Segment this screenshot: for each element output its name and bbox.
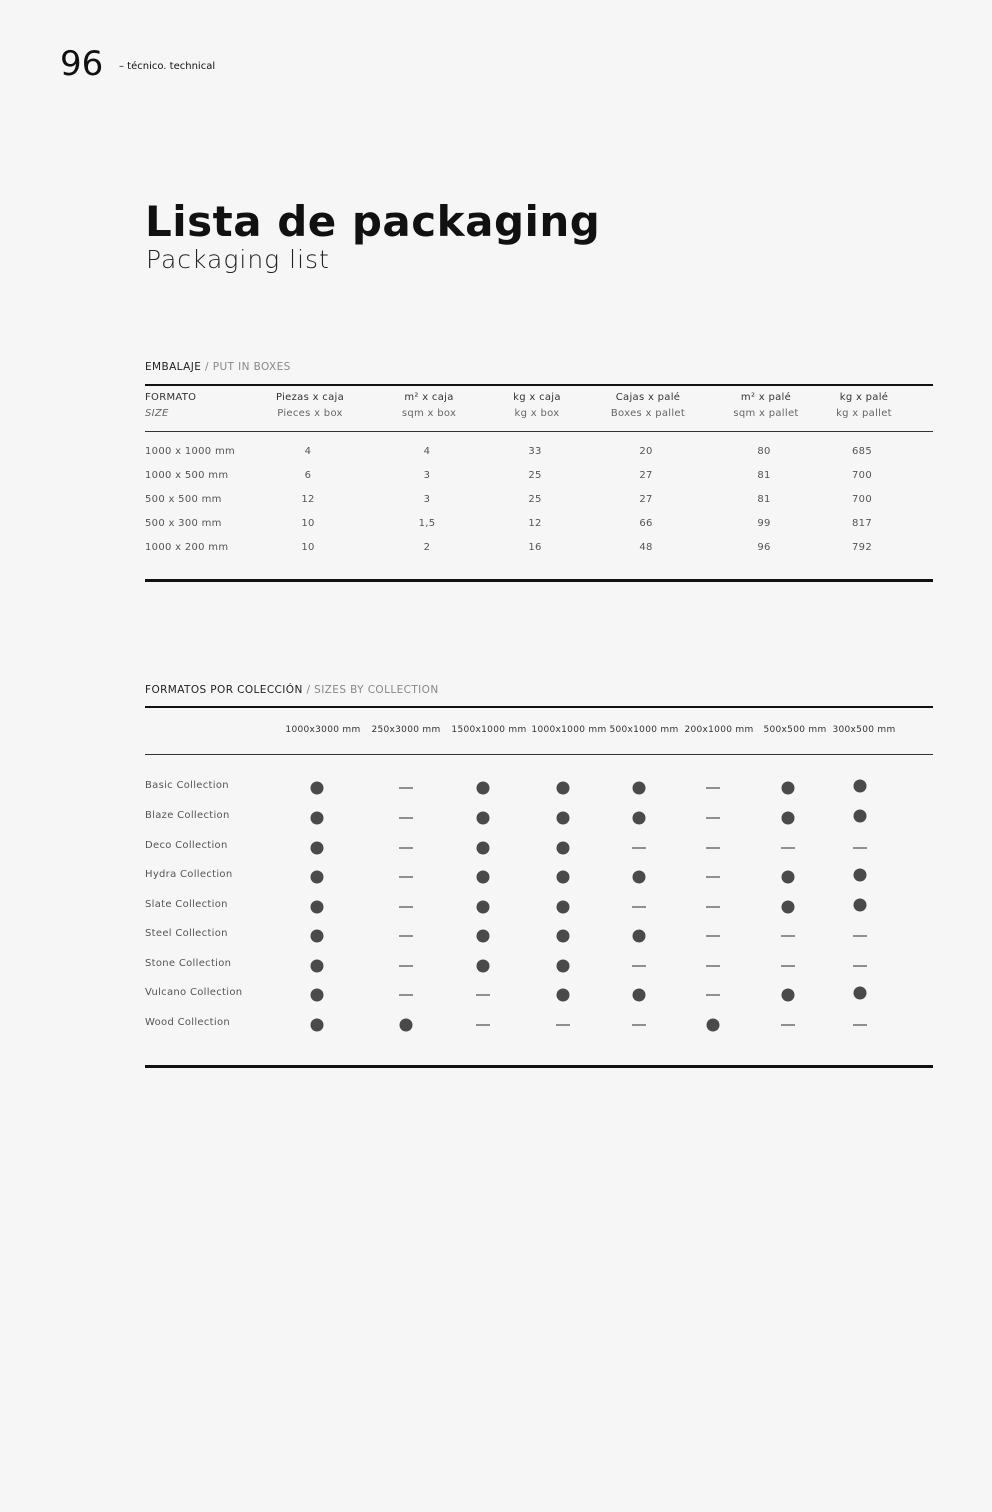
packaging-row-format: 500 x 300 mm: [145, 518, 222, 529]
packaging-cell: 4: [304, 446, 312, 457]
available-dot-icon: [633, 782, 646, 795]
size-column-header: 1000x1000 mm: [531, 725, 607, 735]
page-title: Lista de packaging: [145, 197, 601, 246]
size-column-header: 300x500 mm: [832, 725, 896, 735]
available-dot-icon: [311, 812, 324, 825]
unavailable-dash-icon: [399, 965, 413, 967]
available-dot-icon: [854, 899, 867, 912]
collections-heading-main: FORMATOS POR COLECCIÓN: [145, 684, 303, 696]
packaging-cell: 1,5: [418, 518, 436, 529]
packaging-cell: 4: [423, 446, 431, 457]
size-column-header: 500x500 mm: [763, 725, 827, 735]
available-dot-icon: [782, 989, 795, 1002]
available-dot-icon: [311, 782, 324, 795]
packaging-cell: 81: [757, 470, 771, 481]
available-dot-icon: [311, 930, 324, 943]
available-dot-icon: [477, 930, 490, 943]
unavailable-dash-icon: [706, 935, 720, 937]
collections-header-rule: [145, 754, 933, 755]
available-dot-icon: [477, 782, 490, 795]
available-dot-icon: [633, 930, 646, 943]
collection-name: Blaze Collection: [145, 810, 230, 821]
available-dot-icon: [557, 812, 570, 825]
unavailable-dash-icon: [853, 935, 867, 937]
packaging-heading-main: EMBALAJE: [145, 361, 202, 373]
available-dot-icon: [311, 901, 324, 914]
available-dot-icon: [782, 782, 795, 795]
packaging-col-header-en: kg x box: [514, 408, 560, 419]
packaging-col-header-en: SIZE: [145, 408, 169, 419]
packaging-col-header: kg x palé: [839, 392, 889, 403]
unavailable-dash-icon: [781, 1024, 795, 1026]
unavailable-dash-icon: [399, 906, 413, 908]
available-dot-icon: [477, 842, 490, 855]
packaging-col-header: Piezas x caja: [275, 392, 345, 403]
available-dot-icon: [557, 960, 570, 973]
packaging-row-format: 500 x 500 mm: [145, 494, 222, 505]
collection-name: Vulcano Collection: [145, 987, 243, 998]
unavailable-dash-icon: [399, 994, 413, 996]
packaging-cell: 6: [304, 470, 312, 481]
unavailable-dash-icon: [476, 1024, 490, 1026]
packaging-cell: 80: [757, 446, 771, 457]
packaging-cell: 12: [528, 518, 542, 529]
unavailable-dash-icon: [632, 906, 646, 908]
available-dot-icon: [854, 869, 867, 882]
available-dot-icon: [633, 812, 646, 825]
packaging-heading: [145, 361, 291, 373]
packaging-cell: 12: [301, 494, 315, 505]
section-tag: – técnico. technical: [119, 61, 216, 72]
collection-name: Basic Collection: [145, 780, 229, 791]
available-dot-icon: [854, 780, 867, 793]
packaging-col-header-en: Pieces x box: [277, 408, 343, 419]
available-dot-icon: [477, 871, 490, 884]
packaging-row-format: 1000 x 1000 mm: [145, 446, 236, 457]
packaging-cell: 685: [852, 446, 872, 457]
page-subtitle: Packaging list: [146, 245, 330, 274]
collections-top-rule: [145, 706, 933, 708]
unavailable-dash-icon: [853, 965, 867, 967]
packaging-cell: 3: [423, 494, 431, 505]
packaging-cell: 81: [757, 494, 771, 505]
packaging-col-header-en: kg x pallet: [836, 408, 892, 419]
packaging-cell: 16: [528, 542, 542, 553]
available-dot-icon: [782, 871, 795, 884]
collection-name: Steel Collection: [145, 928, 228, 939]
available-dot-icon: [311, 1019, 324, 1032]
collection-name: Slate Collection: [145, 899, 228, 910]
unavailable-dash-icon: [556, 1024, 570, 1026]
unavailable-dash-icon: [706, 965, 720, 967]
available-dot-icon: [557, 930, 570, 943]
size-column-header: 250x3000 mm: [371, 725, 441, 735]
available-dot-icon: [782, 901, 795, 914]
unavailable-dash-icon: [706, 847, 720, 849]
packaging-col-header: FORMATO: [145, 392, 197, 403]
unavailable-dash-icon: [632, 965, 646, 967]
packaging-header-rule: [145, 431, 933, 432]
packaging-cell: 99: [757, 518, 771, 529]
unavailable-dash-icon: [632, 847, 646, 849]
unavailable-dash-icon: [632, 1024, 646, 1026]
available-dot-icon: [633, 989, 646, 1002]
packaging-cell: 700: [852, 470, 872, 481]
size-column-header: 1000x3000 mm: [285, 725, 361, 735]
packaging-cell: 25: [528, 494, 542, 505]
packaging-row-format: 1000 x 500 mm: [145, 470, 229, 481]
packaging-row-format: 1000 x 200 mm: [145, 542, 229, 553]
packaging-col-header-en: sqm x pallet: [733, 408, 799, 419]
collection-name: Hydra Collection: [145, 869, 233, 880]
size-column-header: 200x1000 mm: [684, 725, 754, 735]
unavailable-dash-icon: [399, 817, 413, 819]
heading-separator: /: [201, 361, 213, 373]
unavailable-dash-icon: [781, 847, 795, 849]
unavailable-dash-icon: [781, 935, 795, 937]
unavailable-dash-icon: [853, 1024, 867, 1026]
packaging-cell: 20: [639, 446, 653, 457]
unavailable-dash-icon: [706, 787, 720, 789]
packaging-col-header: m² x palé: [740, 392, 792, 403]
available-dot-icon: [557, 901, 570, 914]
heading-separator: /: [302, 684, 315, 696]
size-column-header: 500x1000 mm: [609, 725, 679, 735]
packaging-cell: 27: [639, 494, 653, 505]
available-dot-icon: [707, 1019, 720, 1032]
packaging-cell: 10: [301, 518, 315, 529]
packaging-col-header-en: sqm x box: [401, 408, 457, 419]
packaging-cell: 27: [639, 470, 653, 481]
packaging-cell: 700: [852, 494, 872, 505]
available-dot-icon: [854, 810, 867, 823]
packaging-heading-sub: PUT IN BOXES: [212, 361, 291, 373]
collections-bottom-rule: [145, 1065, 933, 1068]
packaging-bottom-rule: [145, 579, 933, 582]
collection-name: Stone Collection: [145, 958, 232, 969]
available-dot-icon: [311, 842, 324, 855]
packaging-col-header: m² x caja: [404, 392, 454, 403]
page-number: 96: [60, 44, 104, 84]
available-dot-icon: [311, 871, 324, 884]
size-column-header: 1500x1000 mm: [451, 725, 527, 735]
collection-name: Wood Collection: [145, 1017, 231, 1028]
unavailable-dash-icon: [706, 817, 720, 819]
available-dot-icon: [633, 871, 646, 884]
unavailable-dash-icon: [399, 787, 413, 789]
available-dot-icon: [477, 960, 490, 973]
unavailable-dash-icon: [476, 994, 490, 996]
available-dot-icon: [311, 989, 324, 1002]
unavailable-dash-icon: [399, 847, 413, 849]
unavailable-dash-icon: [399, 935, 413, 937]
available-dot-icon: [557, 871, 570, 884]
unavailable-dash-icon: [399, 876, 413, 878]
collection-name: Deco Collection: [145, 840, 228, 851]
unavailable-dash-icon: [706, 876, 720, 878]
available-dot-icon: [854, 987, 867, 1000]
available-dot-icon: [557, 989, 570, 1002]
available-dot-icon: [311, 960, 324, 973]
packaging-cell: 10: [301, 542, 315, 553]
packaging-cell: 2: [423, 542, 431, 553]
unavailable-dash-icon: [706, 994, 720, 996]
packaging-cell: 3: [423, 470, 431, 481]
packaging-cell: 792: [852, 542, 872, 553]
unavailable-dash-icon: [853, 847, 867, 849]
collections-heading-sub: SIZES BY COLLECTION: [314, 684, 439, 696]
available-dot-icon: [477, 812, 490, 825]
packaging-top-rule: [145, 384, 933, 386]
available-dot-icon: [477, 901, 490, 914]
packaging-col-header: Cajas x palé: [615, 392, 681, 403]
unavailable-dash-icon: [781, 965, 795, 967]
available-dot-icon: [782, 812, 795, 825]
available-dot-icon: [557, 782, 570, 795]
packaging-cell: 66: [639, 518, 653, 529]
packaging-cell: 33: [528, 446, 542, 457]
available-dot-icon: [557, 842, 570, 855]
packaging-cell: 817: [852, 518, 872, 529]
unavailable-dash-icon: [706, 906, 720, 908]
packaging-cell: 48: [639, 542, 653, 553]
packaging-col-header-en: Boxes x pallet: [610, 408, 686, 419]
collections-heading: [145, 684, 439, 696]
available-dot-icon: [400, 1019, 413, 1032]
packaging-cell: 25: [528, 470, 542, 481]
packaging-cell: 96: [757, 542, 771, 553]
packaging-col-header: kg x caja: [513, 392, 561, 403]
